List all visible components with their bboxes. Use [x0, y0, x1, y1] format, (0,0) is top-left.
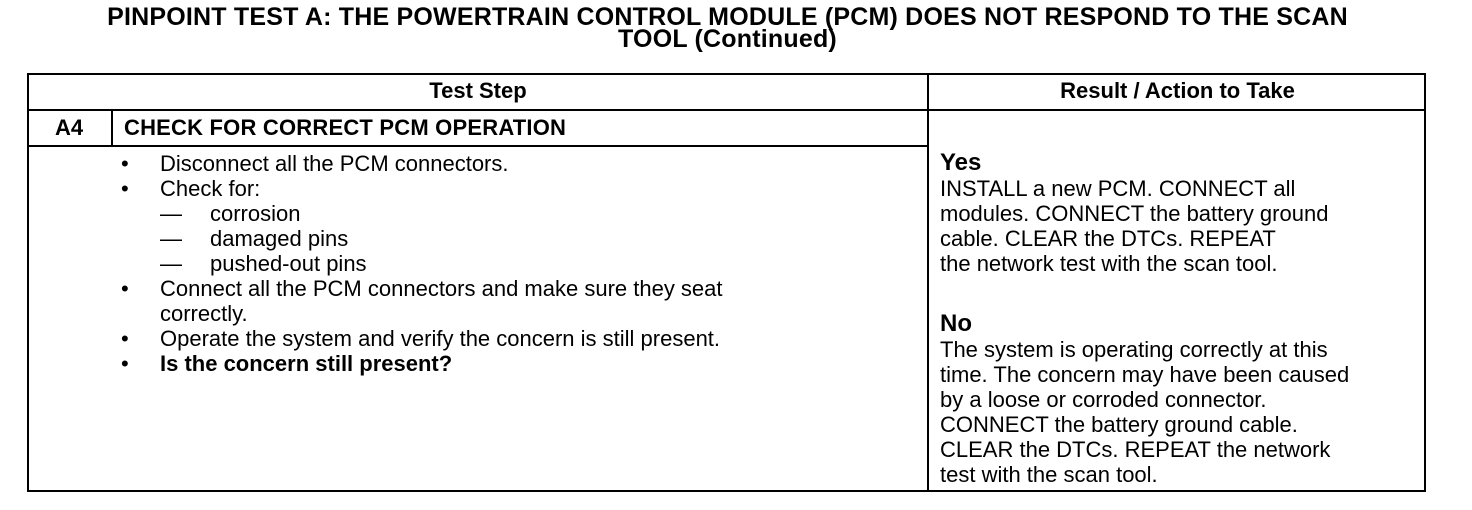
question-item: Is the concern still present?: [160, 351, 453, 376]
result-no-label: No: [940, 310, 972, 337]
list-bullet: •: [121, 151, 129, 176]
header-divider: [27, 109, 1426, 111]
result-no-line: The system is operating correctly at this: [940, 337, 1328, 362]
list-bullet: •: [121, 326, 129, 351]
page-title: [0, 3, 1455, 53]
list-bullet: •: [121, 176, 129, 201]
list-dash: —: [160, 251, 182, 276]
list-item: Operate the system and verify the concern is still present.: [160, 326, 721, 351]
result-yes-label: Yes: [940, 149, 982, 176]
result-no-line: CONNECT the battery ground cable.: [940, 412, 1298, 437]
page-title-line-1: PINPOINT TEST A: THE POWERTRAIN CONTROL MODULE (PCM) DOES NOT RESPOND TO THE SCAN: [107, 3, 1348, 31]
list-item: Check for:: [160, 176, 261, 201]
result-yes-line: the network test with the scan tool.: [940, 251, 1278, 276]
result-no-line: time. The concern may have been caused: [940, 362, 1350, 387]
step-id: A4: [54, 115, 84, 140]
sub-list-item: damaged pins: [210, 226, 349, 251]
result-no-line: test with the scan tool.: [940, 462, 1158, 487]
result-yes-line: modules. CONNECT the battery ground: [940, 201, 1329, 226]
sub-list-item: corrosion: [210, 201, 301, 226]
result-yes-line: cable. CLEAR the DTCs. REPEAT: [940, 226, 1276, 251]
list-bullet: •: [121, 351, 129, 376]
result-yes-line: INSTALL a new PCM. CONNECT all: [940, 176, 1296, 201]
list-item-continuation: correctly.: [160, 301, 248, 326]
step-title: CHECK FOR CORRECT PCM OPERATION: [124, 115, 567, 140]
result-no-line: by a loose or corroded connector.: [940, 387, 1267, 412]
page-title-line-2: TOOL (Continued): [618, 25, 837, 53]
result-no-line: CLEAR the DTCs. REPEAT the network: [940, 437, 1331, 462]
list-item: Connect all the PCM connectors and make sure they seat: [160, 276, 723, 301]
step-title-divider: [27, 145, 929, 147]
list-dash: —: [160, 226, 182, 251]
column-divider: [927, 73, 929, 492]
list-bullet: •: [121, 276, 129, 301]
sub-list-item: pushed-out pins: [210, 251, 367, 276]
header-test-step: Test Step: [429, 78, 527, 103]
header-result-action: Result / Action to Take: [1060, 78, 1295, 103]
list-dash: —: [160, 201, 182, 226]
step-id-divider: [111, 109, 113, 147]
list-item: Disconnect all the PCM connectors.: [160, 151, 509, 176]
